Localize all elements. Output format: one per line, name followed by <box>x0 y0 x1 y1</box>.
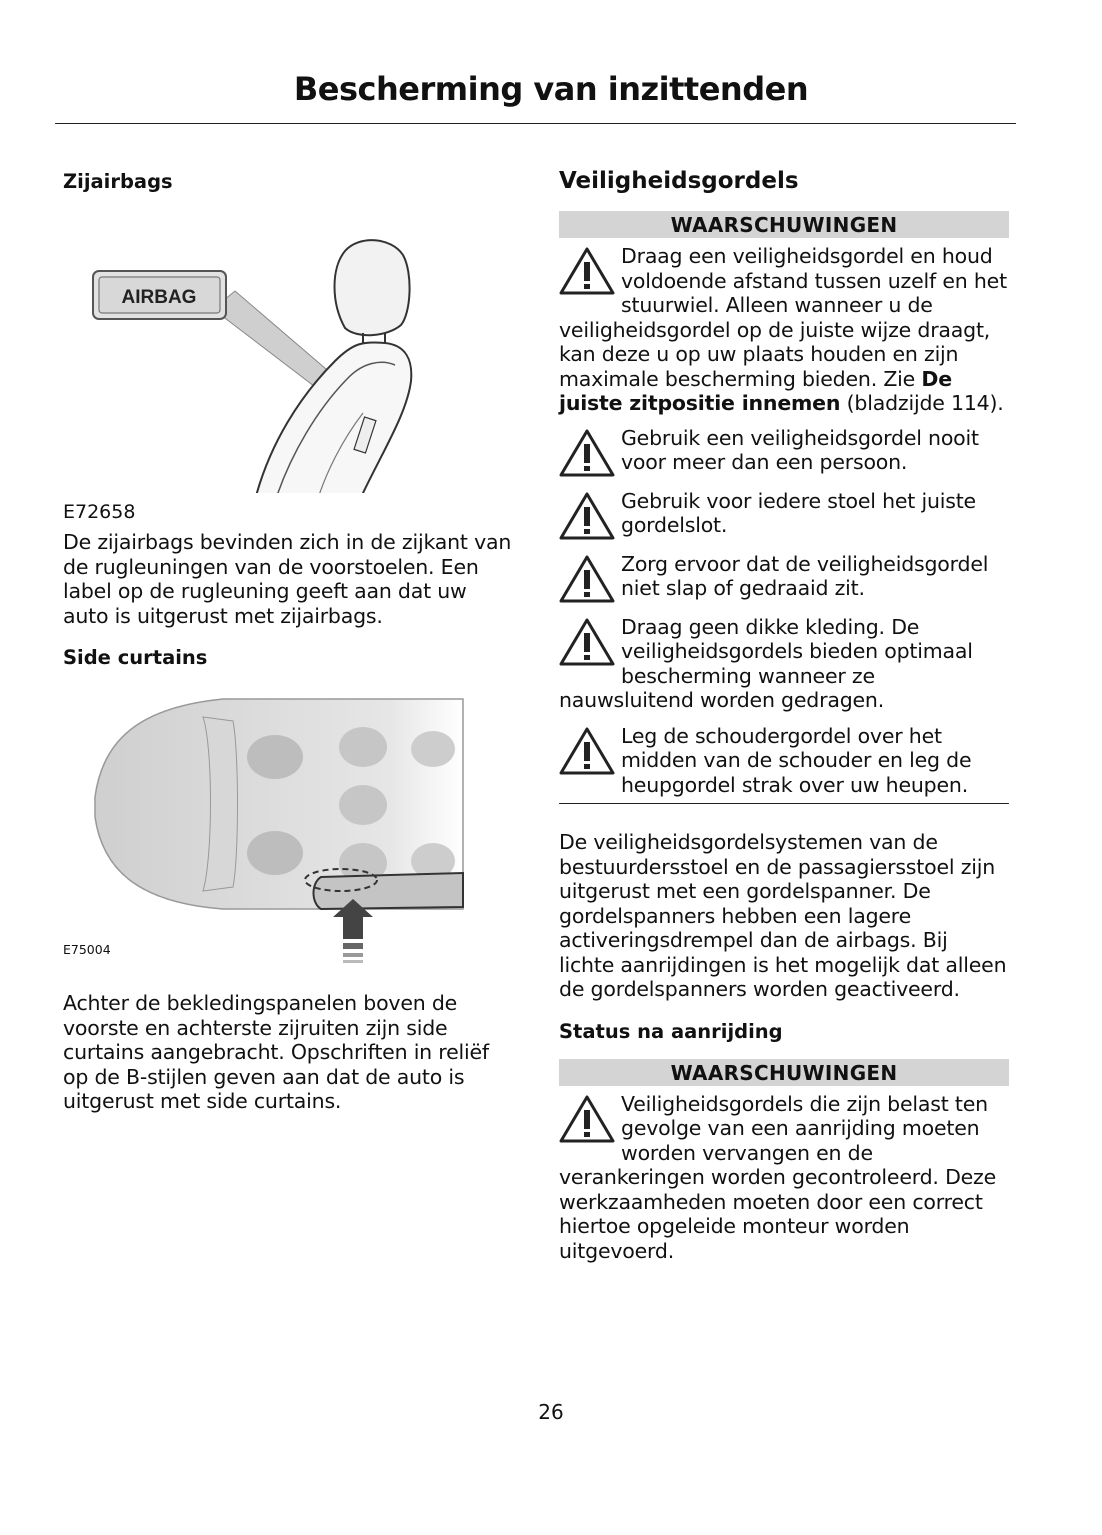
airbag-label-text: AIRBAG <box>121 287 197 308</box>
warning-text: Gebruik een veiligheidsgordel nooit voor meer dan een persoon. <box>621 425 979 474</box>
warning-text: Leg de schoudergordel over het midden van de schouder en leg de heupgordel strak over uw heupen. <box>621 723 972 797</box>
warning-triangle-icon <box>559 491 615 541</box>
warning-item <box>559 489 1009 541</box>
warning-text-continued: veiligheidsgordel op de juiste wijze draagt, kan deze u op uw plaats houden en zijn maximale bescherming bieden. Zie <box>559 317 991 391</box>
warning-triangle-icon <box>559 554 615 604</box>
warning-text: Draag een veiligheidsgordel en houd voldoende afstand tussen uzelf en het stuurwiel. Alleen wanneer u de <box>621 244 1007 317</box>
warnings-heading: WAARSCHUWINGEN <box>559 211 1009 238</box>
warning-item <box>559 1092 1009 1264</box>
page-number: 26 <box>538 1400 564 1424</box>
cross-reference-link[interactable]: De juiste zitpositie innemen <box>559 366 952 415</box>
side-curtains-text: Achter de bekledingspanelen boven de voorste en achterste zijruiten zijn side curtains aangebracht. Opschriften in reliëf op de B-stijlen geven aan dat de auto is uitgerust met side curtains. <box>63 991 489 1113</box>
pretensioner-text: De veiligheidsgordelsystemen van de bestuurdersstoel en de passagiersstoel zijn uitgerust met een gordelspanner. De gordelspanners hebben een lagere activeringsdrempel dan de airbags. Bij lichte aanrijdingen is het mogelijk dat alleen de gordelspanners worden geactiveerd. <box>559 830 1007 1001</box>
crash-status-heading: Status na aanrijding <box>559 1019 783 1043</box>
side-curtains-heading: Side curtains <box>63 646 208 669</box>
figure-code: E75004 <box>63 942 111 957</box>
warning-item <box>559 724 1009 798</box>
page-reference: (bladzijde 114). <box>846 391 1004 415</box>
warning-text: Zorg ervoor dat de veiligheidsgordel niet slap of gedraaid zit. <box>621 551 989 600</box>
warnings-end-divider <box>559 803 1009 804</box>
warnings-heading: WAARSCHUWINGEN <box>559 1059 1009 1086</box>
warning-item <box>559 615 1009 713</box>
warning-item <box>559 426 1009 478</box>
warning-text: Draag geen dikke kleding. De veiligheidsgordels bieden optimaal bescherming wanneer ze <box>621 614 973 688</box>
warning-text: Veiligheidsgordels die zijn belast ten gevolge van een aanrijding moeten worden vervangen en de <box>621 1091 988 1165</box>
warning-text-continued: verankeringen worden gecontroleerd. Deze werkzaamheden moeten door een correct hiertoe opgeleide monteur worden uitgevoerd. <box>559 1165 997 1263</box>
warning-triangle-icon <box>559 246 615 296</box>
warning-item <box>559 552 1009 604</box>
side-airbags-heading: Zijairbags <box>63 170 173 193</box>
page-title: Bescherming van inzittenden <box>293 70 809 108</box>
warning-triangle-icon <box>559 726 615 776</box>
car-topview-illustration <box>63 677 513 977</box>
side-airbag-figure <box>63 193 513 523</box>
warning-triangle-icon <box>559 428 615 478</box>
warning-triangle-icon <box>559 1094 615 1144</box>
left-column <box>63 170 518 1114</box>
warning-text: Gebruik voor iedere stoel het juiste gordelslot. <box>621 488 976 537</box>
seatbelts-heading: Veiligheidsgordels <box>559 168 799 194</box>
side-airbags-text: De zijairbags bevinden zich in de zijkant van de rugleuningen van de voorstoelen. Een label op de rugleuning geeft aan dat uw auto is uitgerust met zijairbags. <box>63 530 512 628</box>
airbag-label-text-layer <box>63 193 513 493</box>
figure-code: E72658 <box>63 501 136 523</box>
side-curtain-figure <box>63 677 513 997</box>
warning-triangle-icon <box>559 617 615 667</box>
right-column <box>559 168 1009 1263</box>
title-divider <box>55 123 1016 124</box>
warning-text-continued: nauwsluitend worden gedragen. <box>559 688 885 712</box>
warning-item <box>559 244 1009 416</box>
